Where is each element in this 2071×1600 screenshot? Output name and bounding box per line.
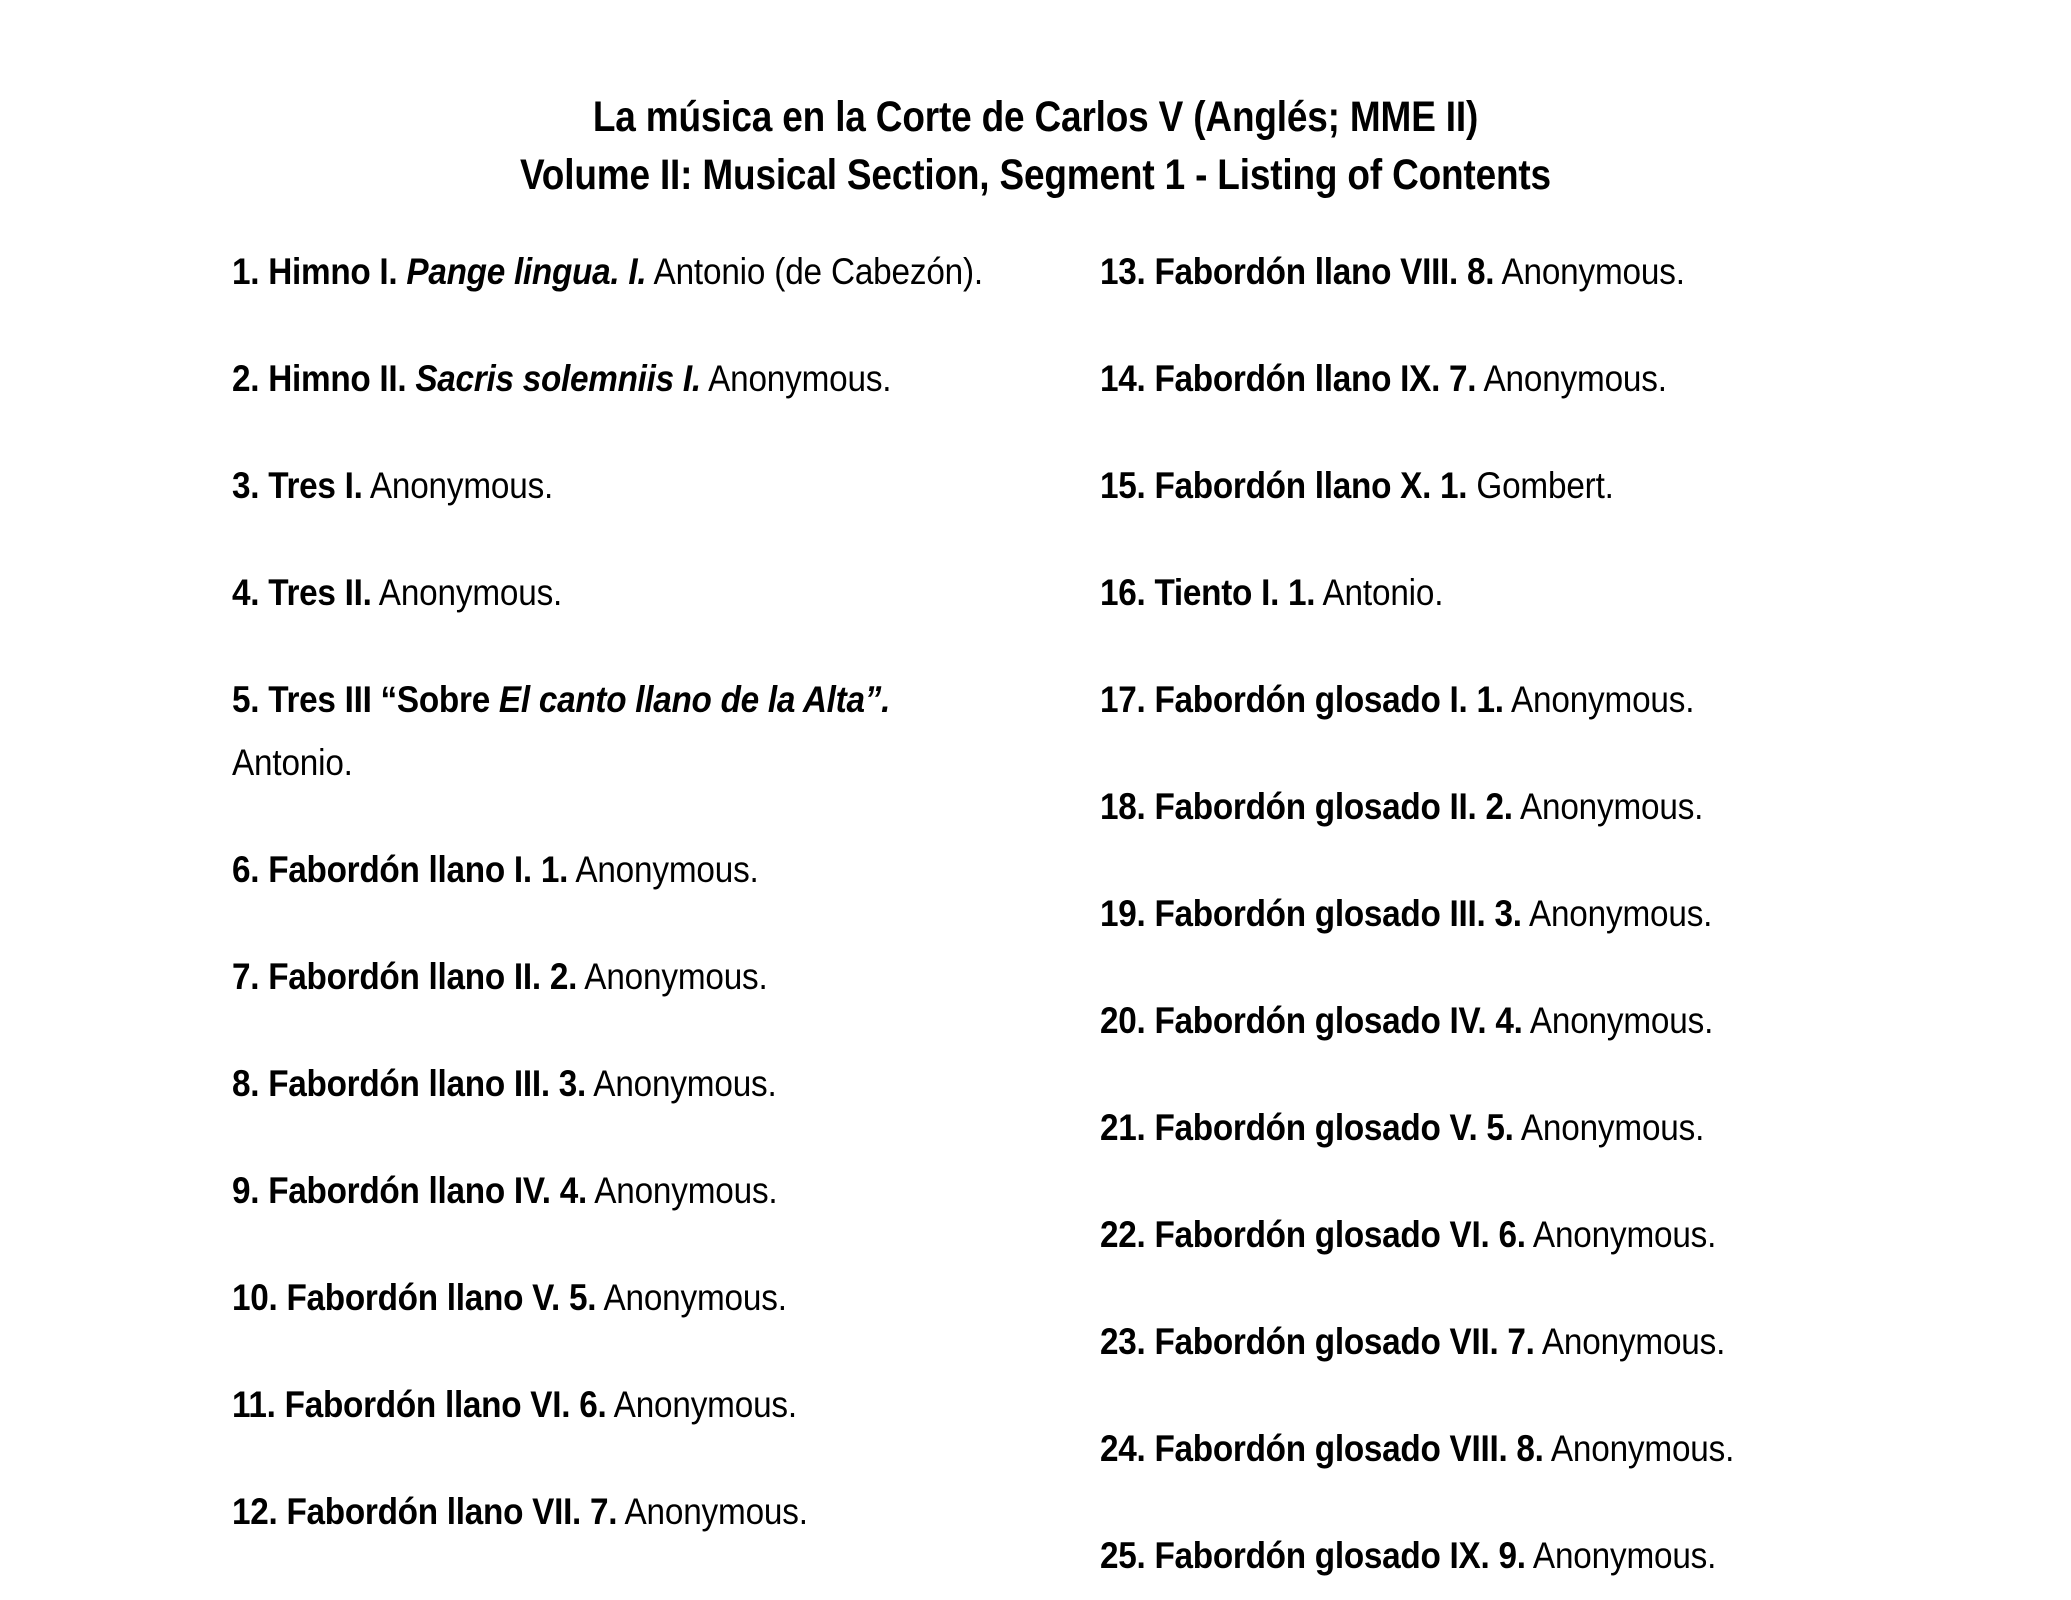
contents-entry-inner xyxy=(1100,989,1900,1052)
entry-attribution: Anonymous. xyxy=(1521,893,1713,934)
entry-label: 25. Fabordón glosado IX. 9. xyxy=(1100,1535,1526,1576)
contents-columns xyxy=(0,240,2071,1580)
contents-entry-inner xyxy=(232,1373,992,1436)
contents-entry xyxy=(232,1480,992,1543)
contents-entry xyxy=(232,1159,992,1222)
entry-label: 5. Tres III “Sobre xyxy=(232,679,490,720)
contents-entry xyxy=(1100,668,1900,731)
contents-entry xyxy=(1100,775,1900,838)
entry-attribution: Anonymous. xyxy=(586,1170,778,1211)
entry-attribution: Anonymous. xyxy=(617,1491,808,1532)
contents-entry xyxy=(1100,561,1900,624)
contents-entry xyxy=(1100,1310,1900,1373)
title-line-2: Volume II: Musical Section, Segment 1 - Listing of Contents xyxy=(520,151,1551,199)
contents-entry xyxy=(232,668,992,794)
contents-entry-inner xyxy=(232,945,992,1008)
contents-entry-inner xyxy=(1100,1524,1900,1587)
contents-entry-inner xyxy=(1100,668,1900,731)
contents-entry-inner xyxy=(232,838,992,901)
contents-entry xyxy=(232,1373,992,1436)
entry-label: 23. Fabordón glosado VII. 7. xyxy=(1100,1321,1535,1362)
contents-entry xyxy=(232,240,992,303)
entry-title-italic: Sacris solemniis I. xyxy=(406,358,701,399)
contents-entry-inner xyxy=(232,561,992,624)
entry-label: 6. Fabordón llano I. 1. xyxy=(232,849,569,890)
contents-entry xyxy=(1100,1524,1900,1587)
contents-entry xyxy=(232,561,992,624)
entry-label: 4. Tres II. xyxy=(232,572,372,613)
entry-attribution: Anonymous. xyxy=(362,465,554,506)
contents-entry xyxy=(1100,1096,1900,1159)
contents-column-right xyxy=(1100,240,1900,1600)
entry-attribution: Anonymous. xyxy=(1476,358,1667,399)
contents-entry xyxy=(232,945,992,1008)
contents-entry-inner xyxy=(232,454,992,517)
entry-attribution: Antonio. xyxy=(232,742,353,783)
entry-attribution: Anonymous. xyxy=(596,1277,787,1318)
contents-entry-inner xyxy=(232,1052,992,1115)
entry-attribution: Antonio (de Cabezón). xyxy=(646,251,983,292)
contents-entry xyxy=(232,838,992,901)
contents-entry xyxy=(1100,882,1900,945)
contents-entry-inner xyxy=(232,1266,992,1329)
contents-entry xyxy=(1100,1203,1900,1266)
entry-attribution: Anonymous. xyxy=(1525,1214,1717,1255)
entry-label: 3. Tres I. xyxy=(232,465,363,506)
contents-entry xyxy=(1100,989,1900,1052)
entry-label: 24. Fabordón glosado VIII. 8. xyxy=(1100,1428,1544,1469)
entry-attribution: Anonymous. xyxy=(1494,251,1685,292)
entry-title-italic: El canto llano de la Alta”. xyxy=(489,679,891,720)
entry-attribution: Anonymous. xyxy=(1522,1000,1714,1041)
entry-label: 13. Fabordón llano VIII. 8. xyxy=(1100,251,1495,292)
contents-entry-inner xyxy=(1100,561,1900,624)
entry-label: 2. Himno II. xyxy=(232,358,407,399)
contents-entry xyxy=(1100,1417,1900,1480)
contents-entry-inner xyxy=(232,1159,992,1222)
page-title xyxy=(0,88,2071,204)
entry-label: 14. Fabordón llano IX. 7. xyxy=(1100,358,1477,399)
entry-attribution: Anonymous. xyxy=(568,849,759,890)
entry-attribution: Anonymous. xyxy=(1513,1107,1705,1148)
entry-label: 10. Fabordón llano V. 5. xyxy=(232,1277,597,1318)
contents-entry-inner xyxy=(1100,882,1900,945)
entry-attribution: Anonymous. xyxy=(606,1384,797,1425)
contents-entry-inner xyxy=(232,668,992,794)
contents-entry xyxy=(1100,240,1900,303)
entry-label: 20. Fabordón glosado IV. 4. xyxy=(1100,1000,1523,1041)
entry-label: 9. Fabordón llano IV. 4. xyxy=(232,1170,587,1211)
entry-attribution: Anonymous. xyxy=(371,572,563,613)
entry-label: 17. Fabordón glosado I. 1. xyxy=(1100,679,1504,720)
entry-attribution: Antonio. xyxy=(1315,572,1444,613)
entry-title-italic: Pange lingua. I. xyxy=(397,251,647,292)
contents-entry xyxy=(232,347,992,410)
entry-label: 1. Himno I. xyxy=(232,251,398,292)
entry-label: 21. Fabordón glosado V. 5. xyxy=(1100,1107,1514,1148)
entry-label: 16. Tiento I. 1. xyxy=(1100,572,1316,613)
entry-attribution: Gombert. xyxy=(1467,465,1614,506)
contents-entry-inner xyxy=(1100,1310,1900,1373)
entry-label: 11. Fabordón llano VI. 6. xyxy=(232,1384,607,1425)
entry-attribution: Anonymous. xyxy=(1543,1428,1735,1469)
contents-entry-inner xyxy=(232,1480,992,1543)
entry-label: 12. Fabordón llano VII. 7. xyxy=(232,1491,618,1532)
entry-label: 7. Fabordón llano II. 2. xyxy=(232,956,578,997)
entry-attribution: Anonymous. xyxy=(1525,1535,1717,1576)
entry-attribution: Anonymous. xyxy=(1512,786,1704,827)
contents-entry-inner xyxy=(1100,347,1900,410)
contents-entry xyxy=(232,1052,992,1115)
contents-entry xyxy=(232,1266,992,1329)
contents-entry-inner xyxy=(1100,454,1900,517)
entry-attribution: Anonymous. xyxy=(700,358,892,399)
entry-attribution: Anonymous. xyxy=(577,956,768,997)
entry-label: 18. Fabordón glosado II. 2. xyxy=(1100,786,1513,827)
entry-attribution: Anonymous. xyxy=(1503,679,1695,720)
contents-entry xyxy=(1100,347,1900,410)
contents-entry-inner xyxy=(232,347,992,410)
contents-entry-inner xyxy=(1100,775,1900,838)
contents-entry-inner xyxy=(1100,240,1900,303)
contents-entry-inner xyxy=(232,240,992,303)
contents-entry xyxy=(1100,454,1900,517)
entry-attribution: Anonymous. xyxy=(586,1063,777,1104)
entry-label: 22. Fabordón glosado VI. 6. xyxy=(1100,1214,1526,1255)
entry-label: 19. Fabordón glosado III. 3. xyxy=(1100,893,1522,934)
contents-entry-inner xyxy=(1100,1203,1900,1266)
contents-entry xyxy=(232,454,992,517)
entry-attribution: Anonymous. xyxy=(1534,1321,1726,1362)
title-line-1: La música en la Corte de Carlos V (Anglés; MME II) xyxy=(592,93,1479,141)
contents-entry-inner xyxy=(1100,1096,1900,1159)
entry-label: 8. Fabordón llano III. 3. xyxy=(232,1063,587,1104)
contents-entry-inner xyxy=(1100,1417,1900,1480)
entry-label: 15. Fabordón llano X. 1. xyxy=(1100,465,1468,506)
contents-column-left xyxy=(232,240,992,1587)
